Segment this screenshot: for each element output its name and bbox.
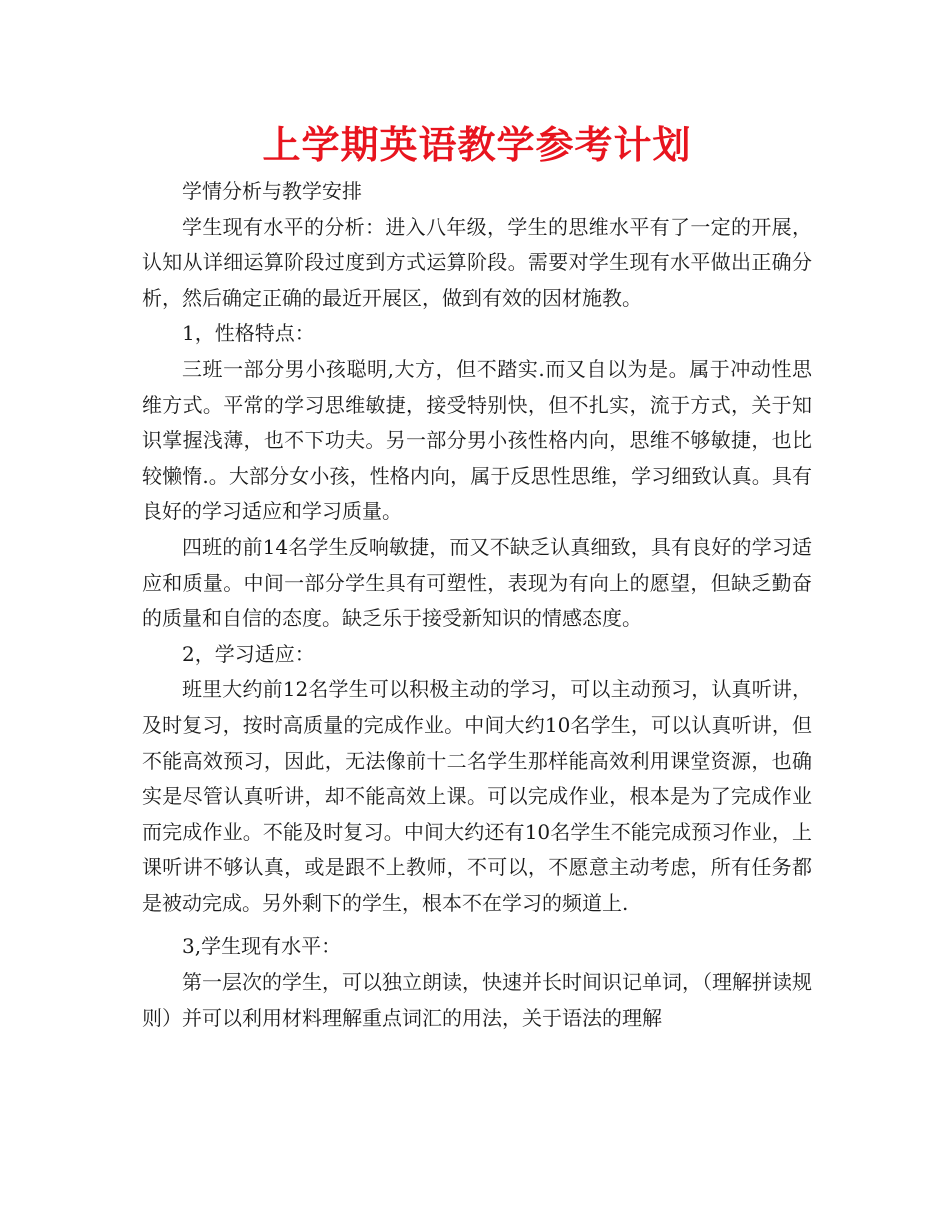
paragraph-level-analysis: 学生现有水平的分析：进入八年级，学生的思维水平有了一定的开展，认知从详细运算阶段过度到方式运算阶段。需要对学生现有水平做出正确分析，然后确定正确的最近开展区，做到有效的因材施教。	[142, 214, 812, 310]
document-body	[142, 174, 812, 1036]
paragraph-class-four: 四班的前14名学生反响敏捷，而又不缺乏认真细致，具有良好的学习适应和质量。中间一部分学生具有可塑性，表现为有向上的愿望，但缺乏勤奋的质量和自信的态度。缺乏乐于接受新知识的情感态度。	[142, 534, 812, 631]
document-page	[142, 118, 812, 1036]
section-heading-analysis: 学情分析与教学安排	[182, 179, 362, 203]
paragraph-class-three: 三班一部分男小孩聪明,大方，但不踏实.而又自以为是。属于冲动性思维方式。平常的学习思维敏捷，接受特别快，但不扎实，流于方式，关于知识掌握浅薄，也不下功夫。另一部分男小孩性格内向，思维不够敏捷，也比较懒惰.。大部分女小孩，性格内向，属于反思性思维，学习细致认真。具有良好的学习适应和学习质量。	[142, 356, 812, 524]
subheading-current-level: 3,学生现有水平：	[182, 934, 342, 959]
paragraph-first-tier: 第一层次的学生，可以独立朗读，快速并长时间识记单词，（理解拼读规则）并可以利用材料理解重点词汇的用法，关于语法的理解	[142, 970, 812, 1030]
subheading-personality: 1，性格特点：	[182, 321, 315, 346]
document-title: 上学期英语教学参考计划	[262, 123, 692, 167]
paragraph-learning-adaptation: 班里大约前12名学生可以积极主动的学习，可以主动预习，认真听讲，及时复习，按时高质量的完成作业。中间大约10名学生，可以认真听讲，但不能高效预习，因此，无法像前十二名学生那样能高效利用课堂资源，也确实是尽管认真听讲，却不能高效上课。可以完成作业，根本是为了完成作业而完成作业。不能及时复习。中间大约还有10名学生不能完成预习作业，上课听讲不够认真，或是跟不上教师，不可以，不愿意主动考虑，所有任务都是被动完成。另外剩下的学生，根本不在学习的频道上.	[142, 677, 812, 915]
subheading-learning-adaptation: 2，学习适应：	[182, 641, 315, 666]
